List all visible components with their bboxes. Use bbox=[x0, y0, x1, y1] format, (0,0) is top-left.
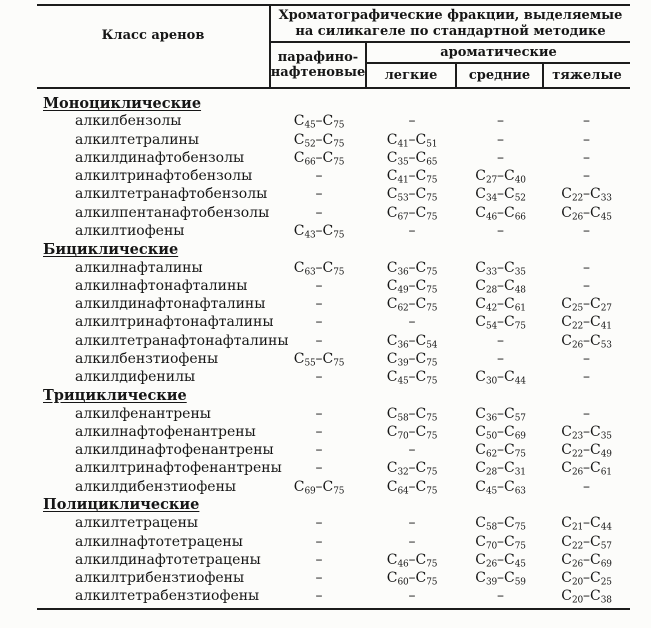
arene-class-label: алкилнафтотетрацены bbox=[75, 533, 243, 550]
group-row bbox=[37, 94, 630, 112]
fraction-aromatic-heavy: $C_{26}-C_{69}$ bbox=[561, 551, 612, 570]
fraction-aromatic-medium: $C_{39}-C_{59}$ bbox=[475, 570, 526, 588]
fraction-aromatic-heavy: – bbox=[583, 131, 590, 148]
header-fractions-title bbox=[271, 6, 630, 43]
fraction-aromatic-medium: $C_{28}-C_{48}$ bbox=[475, 277, 526, 296]
fraction-paraffin-naphthenic: – bbox=[315, 460, 323, 477]
arene-class-label: Полициклические bbox=[43, 496, 200, 514]
arene-class-label: алкилпентанафтобензолы bbox=[75, 204, 270, 221]
compound-row bbox=[37, 423, 630, 441]
table-header bbox=[37, 4, 630, 89]
fraction-paraffin-naphthenic: – bbox=[315, 168, 323, 185]
compound-row bbox=[37, 368, 630, 386]
arene-class-label: алкилтетрабензтиофены bbox=[75, 588, 260, 605]
fraction-paraffin-naphthenic: $C_{45}-C_{75}$ bbox=[293, 113, 345, 131]
fraction-aromatic-light: $C_{35}-C_{65}$ bbox=[386, 149, 438, 168]
fraction-aromatic-light: $C_{67}-C_{75}$ bbox=[386, 204, 438, 223]
header-aromatic-group bbox=[367, 43, 630, 87]
arene-class-label: алкилфенантрены bbox=[75, 405, 211, 422]
fraction-paraffin-naphthenic: – bbox=[315, 204, 323, 221]
arene-class-label: алкилтрибензтиофены bbox=[75, 570, 245, 587]
fraction-paraffin-naphthenic: – bbox=[315, 296, 323, 313]
group-row bbox=[37, 386, 630, 404]
fraction-aromatic-heavy: $C_{22}-C_{33}$ bbox=[561, 186, 612, 204]
arene-class-label: алкилтринафтобензолы bbox=[75, 168, 253, 185]
header-class-of-arenes bbox=[37, 6, 271, 87]
fraction-aromatic-heavy: – bbox=[583, 168, 590, 185]
arene-class-label: алкилнафталины bbox=[75, 259, 203, 276]
fraction-paraffin-naphthenic: – bbox=[315, 588, 323, 605]
fraction-aromatic-medium: $C_{26}-C_{45}$ bbox=[475, 551, 526, 570]
fraction-aromatic-heavy: $C_{20}-C_{38}$ bbox=[561, 588, 612, 606]
arene-class-label: алкилбензтиофены bbox=[75, 350, 219, 367]
arene-class-label: алкилдинафтонафталины bbox=[75, 296, 266, 313]
fraction-aromatic-heavy: – bbox=[583, 149, 590, 166]
arene-class-label: Моноциклические bbox=[43, 94, 202, 112]
compound-row bbox=[37, 185, 630, 203]
fraction-aromatic-medium: – bbox=[497, 131, 504, 148]
arene-class-label: алкилтетранафтобензолы bbox=[75, 186, 268, 203]
fraction-paraffin-naphthenic: $C_{55}-C_{75}$ bbox=[293, 350, 345, 369]
fraction-aromatic-light: $C_{36}-C_{54}$ bbox=[386, 332, 438, 351]
arene-class-label: алкилдинафтофенантрены bbox=[75, 442, 274, 459]
fraction-aromatic-heavy: – bbox=[583, 405, 590, 422]
fraction-aromatic-light: $C_{53}-C_{75}$ bbox=[386, 186, 438, 204]
fraction-aromatic-light: $C_{60}-C_{75}$ bbox=[386, 570, 438, 588]
fraction-aromatic-light: $C_{49}-C_{75}$ bbox=[386, 277, 438, 296]
fraction-paraffin-naphthenic: – bbox=[315, 332, 323, 349]
fraction-aromatic-medium: $C_{54}-C_{75}$ bbox=[475, 314, 526, 332]
table-body bbox=[37, 89, 630, 610]
fraction-aromatic-light: – bbox=[408, 222, 416, 239]
arene-class-label: алкилтиофены bbox=[75, 222, 185, 239]
fraction-aromatic-medium: – bbox=[497, 332, 504, 349]
fraction-paraffin-naphthenic: – bbox=[315, 369, 323, 386]
fraction-aromatic-light: $C_{64}-C_{75}$ bbox=[386, 478, 438, 497]
fraction-aromatic-light: $C_{45}-C_{75}$ bbox=[386, 369, 438, 387]
fraction-aromatic-medium: – bbox=[497, 588, 504, 605]
fraction-aromatic-light: $C_{62}-C_{75}$ bbox=[386, 296, 438, 314]
arene-fractions-table bbox=[37, 4, 630, 610]
fraction-aromatic-heavy: $C_{20}-C_{25}$ bbox=[561, 570, 612, 588]
arene-class-label: алкилтетралины bbox=[75, 131, 199, 148]
fraction-aromatic-heavy: – bbox=[583, 277, 590, 294]
arene-class-label: алкилбензолы bbox=[75, 113, 182, 130]
fraction-aromatic-medium: $C_{70}-C_{75}$ bbox=[475, 533, 526, 551]
fraction-aromatic-medium: $C_{42}-C_{61}$ bbox=[475, 296, 526, 314]
compound-row bbox=[37, 149, 630, 167]
fraction-paraffin-naphthenic: – bbox=[315, 515, 323, 532]
group-row bbox=[37, 240, 630, 258]
fraction-aromatic-medium: $C_{34}-C_{52}$ bbox=[475, 186, 526, 204]
paraffin-line2: нафтеновые bbox=[270, 65, 366, 80]
arene-class-label: алкилтринафтофенантрены bbox=[75, 460, 282, 477]
fraction-aromatic-heavy: $C_{23}-C_{35}$ bbox=[561, 423, 612, 442]
fraction-aromatic-medium: – bbox=[497, 350, 504, 367]
compound-row bbox=[37, 350, 630, 368]
fraction-aromatic-heavy: – bbox=[583, 222, 590, 239]
compound-row bbox=[37, 587, 630, 605]
fraction-aromatic-light: $C_{39}-C_{75}$ bbox=[386, 350, 438, 369]
compound-row bbox=[37, 459, 630, 477]
compound-row bbox=[37, 222, 630, 240]
fraction-paraffin-naphthenic: – bbox=[315, 277, 323, 294]
fraction-aromatic-light: $C_{41}-C_{51}$ bbox=[386, 131, 438, 150]
compound-row bbox=[37, 167, 630, 185]
fraction-paraffin-naphthenic: $C_{43}-C_{75}$ bbox=[293, 222, 345, 241]
arene-class-label: алкилдифенилы bbox=[75, 369, 196, 386]
compound-row bbox=[37, 258, 630, 276]
compound-row bbox=[37, 569, 630, 587]
fraction-aromatic-medium: $C_{46}-C_{66}$ bbox=[475, 204, 526, 223]
fraction-aromatic-heavy: $C_{26}-C_{53}$ bbox=[561, 332, 612, 351]
arene-class-label: Трициклические bbox=[43, 386, 187, 404]
fraction-paraffin-naphthenic: – bbox=[315, 442, 323, 459]
compound-row bbox=[37, 131, 630, 149]
header-aromatic-subcolumns bbox=[367, 64, 630, 87]
fraction-aromatic-medium: $C_{36}-C_{57}$ bbox=[475, 405, 526, 424]
fraction-aromatic-light: – bbox=[408, 588, 416, 605]
fraction-aromatic-heavy: $C_{26}-C_{61}$ bbox=[561, 460, 612, 478]
compound-row bbox=[37, 551, 630, 569]
header-col-aromatic bbox=[367, 43, 630, 64]
fraction-aromatic-light: $C_{32}-C_{75}$ bbox=[386, 460, 438, 478]
compound-row bbox=[37, 112, 630, 130]
fraction-paraffin-naphthenic: $C_{69}-C_{75}$ bbox=[293, 478, 345, 497]
fraction-aromatic-light: – bbox=[408, 515, 416, 532]
fraction-aromatic-light: $C_{46}-C_{75}$ bbox=[386, 551, 438, 570]
fraction-paraffin-naphthenic: – bbox=[315, 314, 323, 331]
fraction-aromatic-medium: $C_{27}-C_{40}$ bbox=[475, 168, 526, 186]
fraction-aromatic-medium: $C_{58}-C_{75}$ bbox=[475, 515, 526, 533]
arene-class-label: алкилдинафтотетрацены bbox=[75, 551, 261, 568]
fraction-paraffin-naphthenic: – bbox=[315, 551, 323, 568]
fraction-aromatic-light: – bbox=[408, 314, 416, 331]
compound-row bbox=[37, 441, 630, 459]
fraction-aromatic-light: $C_{58}-C_{75}$ bbox=[386, 405, 438, 424]
compound-row bbox=[37, 295, 630, 313]
fraction-aromatic-heavy: – bbox=[583, 113, 590, 130]
fraction-aromatic-heavy: – bbox=[583, 259, 590, 276]
fraction-paraffin-naphthenic: $C_{52}-C_{75}$ bbox=[293, 131, 345, 150]
arene-class-label: алкилнафтонафталины bbox=[75, 277, 248, 294]
header-subcolumns bbox=[271, 43, 630, 87]
header-col-heavy: тяжелые bbox=[552, 68, 622, 83]
header-col-medium: средние bbox=[457, 64, 544, 87]
compound-row bbox=[37, 277, 630, 295]
header-class-of-arenes-label: Класс аренов bbox=[101, 28, 205, 43]
header-col-light: легкие bbox=[367, 64, 457, 87]
fraction-paraffin-naphthenic: – bbox=[315, 186, 323, 203]
compound-row bbox=[37, 204, 630, 222]
fraction-paraffin-naphthenic: – bbox=[315, 405, 323, 422]
compound-row bbox=[37, 331, 630, 349]
group-row bbox=[37, 496, 630, 514]
fraction-aromatic-light: – bbox=[408, 113, 416, 130]
fraction-paraffin-naphthenic: – bbox=[315, 423, 323, 440]
fraction-aromatic-heavy: $C_{25}-C_{27}$ bbox=[561, 296, 612, 314]
fraction-aromatic-heavy: $C_{22}-C_{49}$ bbox=[561, 442, 612, 460]
fraction-aromatic-medium: $C_{50}-C_{69}$ bbox=[475, 423, 526, 442]
arene-class-label: алкилтринафтонафталины bbox=[75, 314, 274, 331]
fraction-aromatic-medium: $C_{30}-C_{44}$ bbox=[475, 369, 526, 387]
fraction-aromatic-medium: – bbox=[497, 149, 504, 166]
compound-row bbox=[37, 478, 630, 496]
compound-row bbox=[37, 514, 630, 532]
fraction-aromatic-heavy: $C_{22}-C_{41}$ bbox=[561, 314, 612, 332]
arene-class-label: алкилнафтофенантрены bbox=[75, 423, 256, 440]
fraction-aromatic-heavy: – bbox=[583, 350, 590, 367]
fraction-aromatic-heavy: $C_{21}-C_{44}$ bbox=[561, 515, 612, 533]
fraction-aromatic-heavy: – bbox=[583, 369, 590, 386]
fraction-aromatic-heavy: $C_{26}-C_{45}$ bbox=[561, 204, 612, 223]
header-col-paraffin-naphthenic bbox=[271, 43, 367, 87]
fraction-aromatic-medium: $C_{28}-C_{31}$ bbox=[475, 460, 526, 478]
fraction-aromatic-light: – bbox=[408, 533, 416, 550]
fraction-aromatic-medium: $C_{33}-C_{35}$ bbox=[475, 259, 526, 278]
fractions-title-line2: на силикагеле по стандартной методике bbox=[295, 23, 606, 39]
compound-row bbox=[37, 313, 630, 331]
fraction-aromatic-heavy: – bbox=[583, 478, 590, 495]
fraction-paraffin-naphthenic: – bbox=[315, 533, 323, 550]
fraction-aromatic-light: $C_{36}-C_{75}$ bbox=[386, 259, 438, 278]
arene-class-label: Бициклические bbox=[43, 240, 179, 258]
fraction-aromatic-medium: $C_{45}-C_{63}$ bbox=[475, 478, 526, 497]
fraction-aromatic-medium: – bbox=[497, 113, 504, 130]
fraction-paraffin-naphthenic: $C_{63}-C_{75}$ bbox=[293, 259, 345, 278]
arene-class-label: алкилтетрацены bbox=[75, 515, 199, 532]
arene-class-label: алкилдинафтобензолы bbox=[75, 149, 245, 166]
compound-row bbox=[37, 532, 630, 550]
fraction-aromatic-medium: – bbox=[497, 222, 504, 239]
fraction-paraffin-naphthenic: – bbox=[315, 570, 323, 587]
fractions-title-line1: Хроматографические фракции, выделяемые bbox=[278, 7, 623, 23]
arene-class-label: алкилдибензтиофены bbox=[75, 478, 237, 495]
fraction-aromatic-medium: $C_{62}-C_{75}$ bbox=[475, 442, 526, 460]
header-fractions-group bbox=[271, 6, 630, 87]
paraffin-line1: парафино- bbox=[277, 50, 359, 65]
fraction-aromatic-heavy: $C_{22}-C_{57}$ bbox=[561, 533, 612, 551]
fraction-aromatic-light: $C_{41}-C_{75}$ bbox=[386, 168, 438, 186]
compound-row bbox=[37, 405, 630, 423]
fraction-paraffin-naphthenic: $C_{66}-C_{75}$ bbox=[293, 149, 345, 168]
arene-class-label: алкилтетранафтонафталины bbox=[75, 332, 289, 349]
aromatic-label: ароматические bbox=[440, 45, 557, 60]
fraction-aromatic-light: $C_{70}-C_{75}$ bbox=[386, 423, 438, 442]
fraction-aromatic-light: – bbox=[408, 442, 416, 459]
